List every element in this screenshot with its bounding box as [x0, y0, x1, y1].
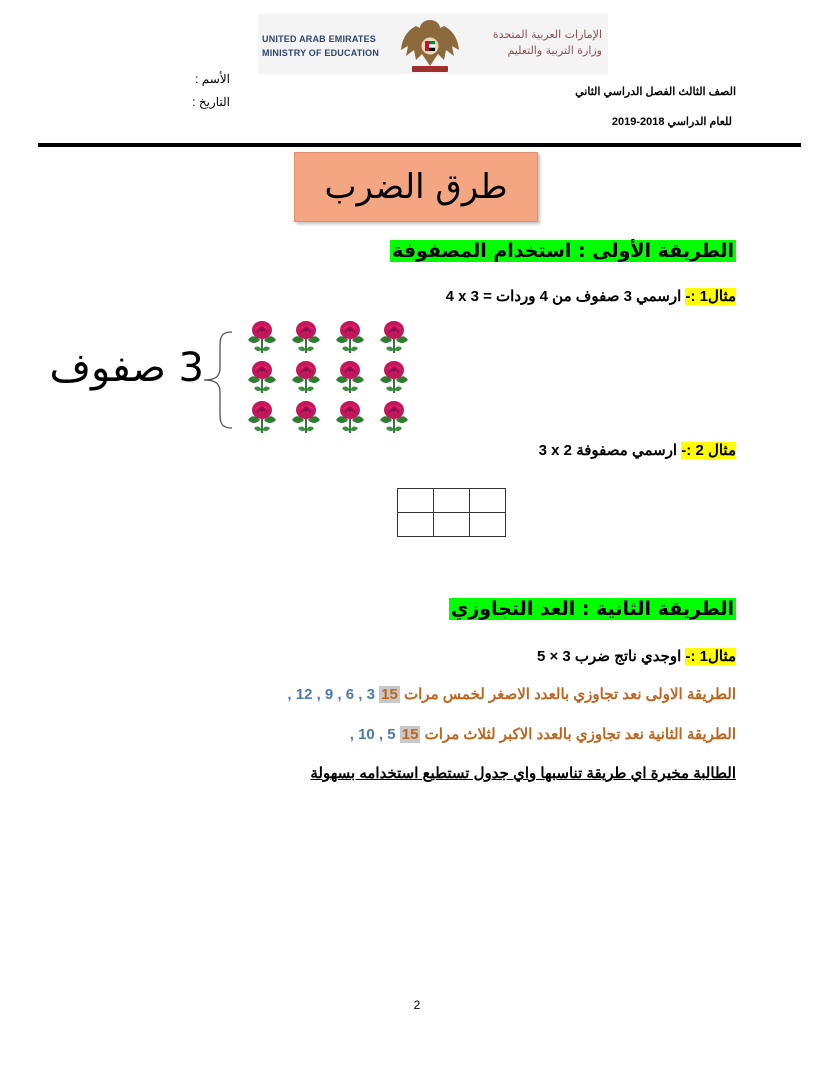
example1-label: مثال1 :- [685, 288, 736, 305]
example2-expression: 3 x 2 [538, 442, 573, 459]
method2-heading [449, 596, 736, 622]
rose-icon [376, 398, 412, 434]
rose-icon [332, 318, 368, 354]
grid-cell [398, 489, 434, 513]
skip2-sequence [350, 726, 421, 743]
grid-cell [398, 513, 434, 537]
date-label: التاريخ : [192, 95, 230, 109]
uae-emblem-icon [398, 16, 462, 74]
skip1-numbers: , 12 , 9 , 6 , 3 [287, 686, 375, 703]
rose-icon [332, 398, 368, 434]
academic-year-text: للعام الدراسي 2018-2019 [611, 116, 732, 128]
method2-heading-text: الطريقة الثانية : العد التجاوزي [450, 598, 734, 620]
student-choice-note: الطالبة مخيرة اي طريقة تناسبها واي جدول تستطيع استخدامه بسهولة [310, 765, 736, 782]
rose-icon [288, 358, 324, 394]
student-name-label: الأسم : [195, 72, 230, 86]
method2-example1-label: مثال1 :- [685, 648, 736, 665]
page-title: طرق الضرب [294, 152, 538, 222]
example1-text: ارسمي 3 صفوف من 4 وردات = [483, 288, 682, 305]
page-number: 2 [413, 998, 421, 1012]
rose-icon [244, 398, 280, 434]
rose-icon [288, 398, 324, 434]
skip1-description: الطريقة الاولى نعد تجاوزي بالعدد الاصغر لخمس مرات [404, 686, 736, 703]
method2-example1-text: اوجدي ناتج ضرب 3 × 5 [536, 648, 682, 665]
logo-english-line2: MINISTRY OF EDUCATION [262, 48, 380, 58]
skip-count-method2 [350, 724, 736, 746]
rose-icon [244, 318, 280, 354]
logo-arabic-line2: وزارة التربية والتعليم [507, 44, 602, 57]
skip2-answer: 15 [401, 726, 419, 743]
rose-icon [244, 358, 280, 394]
skip-count-method1 [287, 684, 736, 706]
example2-label: مثال 2 :- [681, 442, 736, 459]
example2-text: ارسمي مصفوفة [576, 442, 678, 459]
rows-label: 3 صفوف [49, 345, 204, 391]
skip2-description: الطريقة الثانية نعد تجاوزي بالعدد الاكبر لثلاث مرات [424, 726, 736, 743]
method1-heading [390, 238, 736, 264]
grid-cell [434, 513, 470, 537]
example2-line [539, 441, 736, 461]
skip2-numbers: , 10 , 5 [349, 726, 396, 743]
rose-array [244, 318, 419, 438]
grid-row [398, 489, 506, 513]
method2-example1-line [537, 647, 736, 667]
grid-row [398, 513, 506, 537]
grade-semester-text: الصف الثالث الفصل الدراسي الثاني [575, 86, 736, 98]
logo-english-line1: UNITED ARAB EMIRATES [262, 34, 376, 44]
grid-cell [434, 489, 470, 513]
grid-cell [470, 489, 506, 513]
skip1-answer: 15 [381, 686, 398, 703]
grid-cell [470, 513, 506, 537]
method1-heading-text: الطريقة الأولى : استخدام المصفوفة [392, 240, 734, 262]
example1-line [446, 287, 736, 307]
rose-icon [288, 318, 324, 354]
skip1-sequence [287, 686, 399, 703]
logo-arabic-line1: الإمارات العربية المتحدة [492, 28, 602, 41]
rose-icon [376, 318, 412, 354]
example1-expression: 4 x 3 [445, 288, 479, 305]
curly-brace-icon [198, 330, 238, 430]
rose-icon [332, 358, 368, 394]
rose-icon [376, 358, 412, 394]
header-divider [38, 143, 801, 147]
empty-array-grid [397, 488, 506, 537]
